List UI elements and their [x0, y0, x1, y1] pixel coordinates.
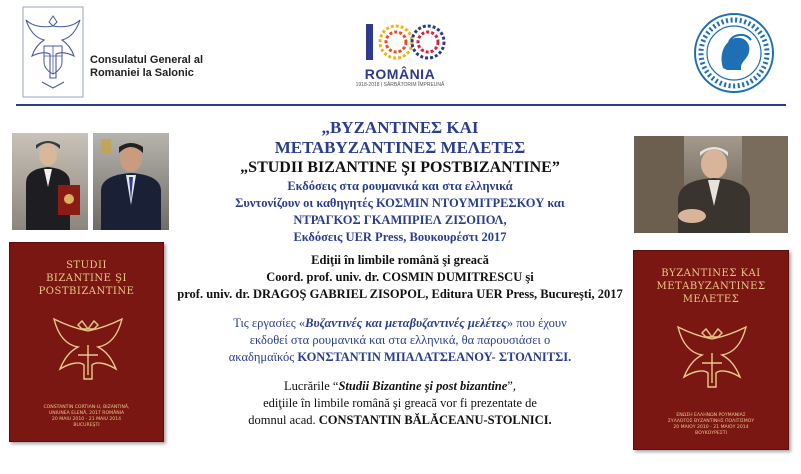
title-greek-line-1: „ΒΥΖΑΝΤΙΝΕΣ ΚΑΙ	[321, 118, 479, 137]
book-footer-romanian	[16, 405, 157, 429]
book-title-line: STUDII	[66, 260, 107, 271]
centenary-100-icon	[352, 18, 448, 66]
greek-announcement-text: Τις εργασίες «	[233, 316, 306, 330]
greek-book-title: Βυζαντινές και μεταβυζαντινές μελέτες	[305, 316, 507, 330]
book-cover-romanian	[9, 242, 164, 442]
book-footer-line: UNIUNEA ELENĂ, 2017 ROMÂNIA	[48, 411, 125, 416]
hellenic-union-seal-icon	[693, 12, 775, 94]
greek-info-line: ΝΤΡΑΓΚΟΣ ΓΚΑΜΠΡΙΕΛ ΖΙΣΟΠΟΛ,	[293, 213, 507, 227]
greek-announcement-text: ακαδημαϊκός	[228, 350, 298, 364]
title-romanian: „STUDII BIZANTINE ŞI POSTBIZANTINE”	[240, 159, 560, 176]
book-title-line: ΜΕΤΑΒΥΖΑΝΤΙΝΕΣ	[656, 281, 766, 292]
greek-announcement-line-3	[170, 349, 630, 366]
book-title-line: POSTBIZANTINE	[38, 286, 135, 297]
romanian-info-line: Ediţii în limbile română şi greacă	[311, 253, 489, 267]
book-cover-greek	[633, 250, 789, 450]
centenary-word: ROMÂNIA	[364, 66, 436, 82]
romanian-info-line: prof. univ. dr. DRAGOŞ GABRIEL ZISOPOL, Editura UER Press, Bucureşti, 2017	[177, 287, 623, 301]
romanian-presenter-name: CONSTANTIN BĂLĂCEANU-STOLNICI.	[318, 413, 552, 427]
book-footer-line: 20 MAIU 2010 - 21 MAIU 2014	[51, 417, 122, 422]
consulate-name	[90, 54, 203, 80]
photo-academician-portrait	[634, 136, 788, 233]
romanian-announcement-line-1	[170, 378, 630, 395]
photo-professor-portrait	[93, 133, 169, 230]
book-footer-line: ΒΟΥΚΟΥΡΕΣΤΙ	[695, 431, 727, 436]
romanian-announcement-text: domnul acad.	[248, 413, 319, 427]
book-footer-greek	[640, 413, 782, 437]
romanian-book-title: Studii Bizantine şi post bizantine	[338, 379, 508, 393]
title-greek-line-2: ΜΕΤΑΒΥΖΑΝΤΙΝΕΣ ΜΕΛΕΤΕΣ	[274, 138, 526, 157]
book-title-line: ΜΕΛΕΤΕΣ	[682, 294, 740, 305]
book-footer-line: 20 ΜΑΙΟΥ 2010 - 21 ΜΑΙΟΥ 2014	[673, 425, 749, 430]
consulate-line-2: Romaniei la Salonic	[90, 67, 194, 79]
romanian-announcement-line-3	[170, 412, 630, 429]
greek-info-line: Εκδόσεις UER Press, Βουκουρέστι 2017	[293, 230, 507, 244]
romanian-announcement-text: Lucrările “	[284, 379, 339, 393]
double-headed-eagle-icon	[48, 315, 128, 385]
centenary-tagline: 1918-2018 | SĂRBĂTORIM ÎMPREUNĂ	[355, 82, 445, 88]
book-title-greek	[640, 267, 782, 306]
book-footer-line: ΕΝΩΣΗ ΕΛΛΗΝΩΝ ΡΟΥΜΑΝΙΑΣ	[676, 413, 746, 418]
greek-presenter-name: ΚΟΝΣΤΑΝΤΙΝ ΜΠΑΛΑΤΣΕΑΝΟΥ- ΣΤΟΛΝΙΤΣΙ.	[297, 350, 572, 364]
romania-centenary-logo	[352, 18, 448, 90]
book-footer-line: BUCUREŞTI	[73, 423, 100, 428]
consulate-line-1: Consulatul General al	[90, 54, 204, 66]
greek-announcement-line-1	[170, 315, 630, 332]
romanian-coat-of-arms-icon	[22, 6, 84, 98]
announcement-text	[170, 118, 630, 429]
photo-professor-with-book	[12, 133, 88, 230]
header-divider	[16, 104, 786, 106]
book-title-line: ΒΥΖΑΝΤΙΝΕΣ ΚΑΙ	[661, 268, 761, 279]
book-title-romanian	[16, 259, 157, 298]
romanian-announcement-text: ”,	[507, 379, 516, 393]
book-title-line: BIZANTINE ŞI	[46, 273, 127, 284]
book-footer-line: CONSTANTIN CORTIAN-U, BIZANTINĂ,	[43, 405, 130, 410]
greek-announcement-text: » που έχουν	[506, 316, 567, 330]
romanian-announcement-line-2: ediţiile în limbile română şi greacă vor fi prezentate de	[263, 396, 537, 410]
double-headed-eagle-icon	[672, 323, 752, 393]
header	[0, 0, 801, 104]
greek-info-line: Εκδόσεις στα ρουμανικά και στα ελληνικά	[287, 179, 513, 193]
greek-announcement-line-2: εκδοθεί στα ρουμανικά και στα ελληνικά, θα παρουσιάσει ο	[249, 333, 551, 347]
book-footer-line: ΣΥΛΛΟΓΟΣ ΒΥΖΑΝΤΙΝΗΣ ΠΟΛΙΤΙΣΜΟΥ	[667, 419, 755, 424]
romanian-info-line: Coord. prof. univ. dr. COSMIN DUMITRESCU şi	[266, 270, 534, 284]
greek-info-line: Συντονίζουν οι καθηγητές ΚΟΣΜΙΝ ΝΤΟΥΜΙΤΡΕΣΚΟΥ και	[235, 196, 565, 210]
